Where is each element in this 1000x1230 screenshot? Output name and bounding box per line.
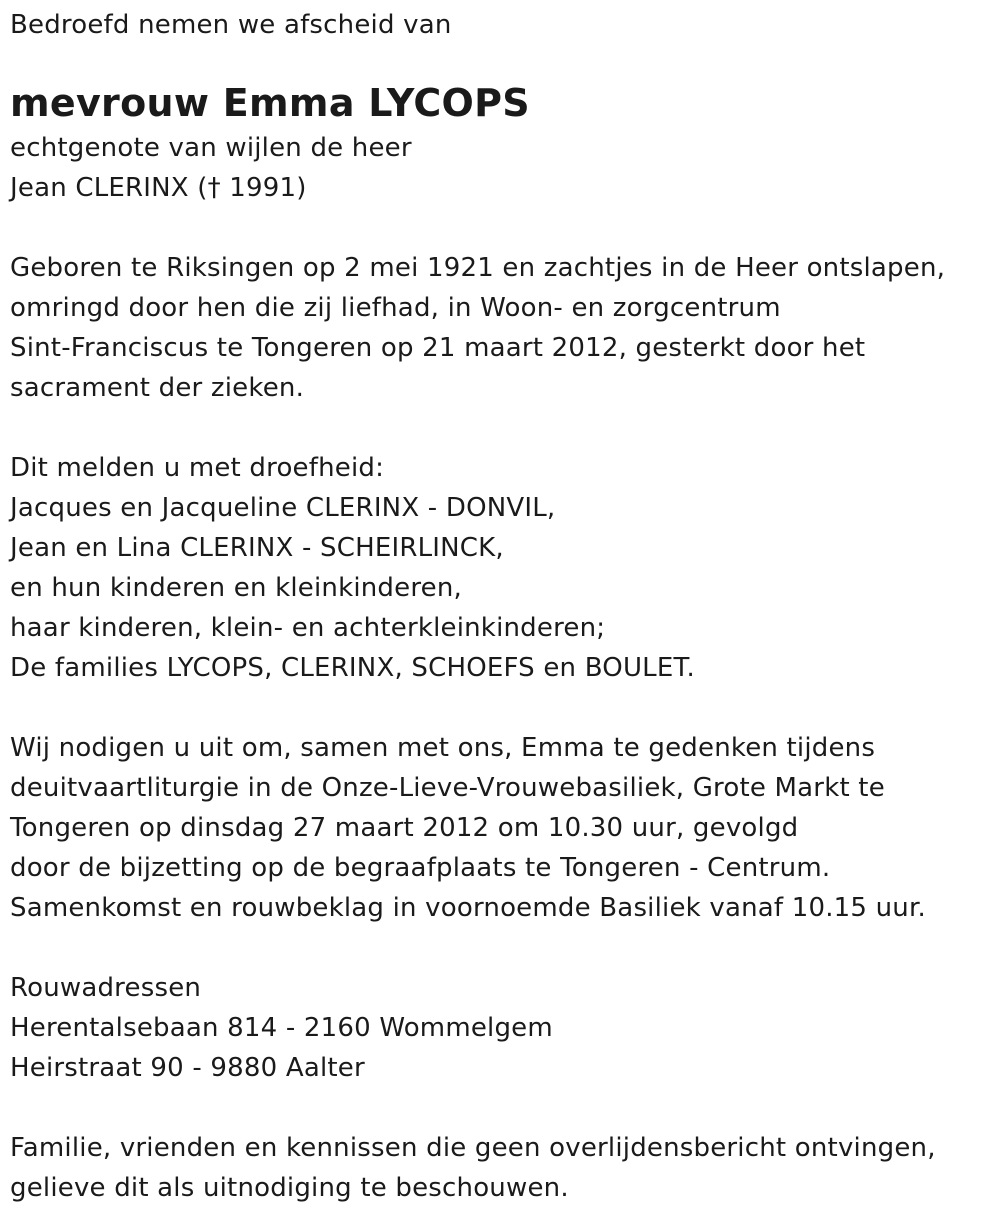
- spouse-block: [10, 128, 990, 208]
- deceased-name: mevrouw Emma LYCOPS: [10, 81, 530, 125]
- paragraph-line: gelieve dit als uitnodiging te beschouwen.: [10, 1173, 569, 1203]
- address-line: Herentalsebaan 814 - 2160 Wommelgem: [10, 1013, 553, 1043]
- paragraph-line: Dit melden u met droefheid:: [10, 453, 385, 483]
- family-member-line: en hun kinderen en kleinkinderen,: [10, 573, 462, 603]
- paragraph-line: deuitvaartliturgie in de Onze-Lieve-Vrouwebasiliek, Grote Markt te: [10, 773, 885, 803]
- address-line: Heirstraat 90 - 9880 Aalter: [10, 1053, 365, 1083]
- paragraph-line: Wij nodigen u uit om, samen met ons, Emma te gedenken tijdens: [10, 733, 876, 763]
- paragraph-line: Geboren te Riksingen op 2 mei 1921 en zachtjes in de Heer ontslapen,: [10, 253, 946, 283]
- family-member-line: Jean en Lina CLERINX - SCHEIRLINCK,: [10, 533, 504, 563]
- paragraph-line: sacrament der zieken.: [10, 373, 305, 403]
- family-paragraph: [10, 448, 990, 688]
- family-member-line: De families LYCOPS, CLERINX, SCHOEFS en BOULET.: [10, 653, 695, 683]
- spouse-line: echtgenote van wijlen de heer: [10, 133, 412, 163]
- paragraph-line: Familie, vrienden en kennissen die geen overlijdensbericht ontvingen,: [10, 1133, 936, 1163]
- spouse-line: Jean CLERINX († 1991): [10, 173, 307, 203]
- ceremony-paragraph: [10, 728, 990, 928]
- paragraph-line: door de bijzetting op de begraafplaats te Tongeren - Centrum.: [10, 853, 831, 883]
- family-member-line: Jacques en Jacqueline CLERINX - DONVIL,: [10, 493, 556, 523]
- paragraph-line: Sint-Franciscus te Tongeren op 21 maart 2012, gesterkt door het: [10, 333, 866, 363]
- birth-death-paragraph: [10, 248, 990, 408]
- paragraph-line: Samenkomst en rouwbeklag in voornoemde Basiliek vanaf 10.15 uur.: [10, 893, 926, 923]
- paragraph-line: omringd door hen die zij liefhad, in Woon- en zorgcentrum: [10, 293, 781, 323]
- addresses-heading: Rouwadressen: [10, 973, 202, 1003]
- closing-paragraph: [10, 1128, 990, 1208]
- addresses-paragraph: [10, 968, 990, 1088]
- obituary-notice: [10, 0, 990, 1208]
- family-member-line: haar kinderen, klein- en achterkleinkinderen;: [10, 613, 606, 643]
- intro-text: Bedroefd nemen we afscheid van: [10, 10, 452, 40]
- paragraph-line: Tongeren op dinsdag 27 maart 2012 om 10.30 uur, gevolgd: [10, 813, 799, 843]
